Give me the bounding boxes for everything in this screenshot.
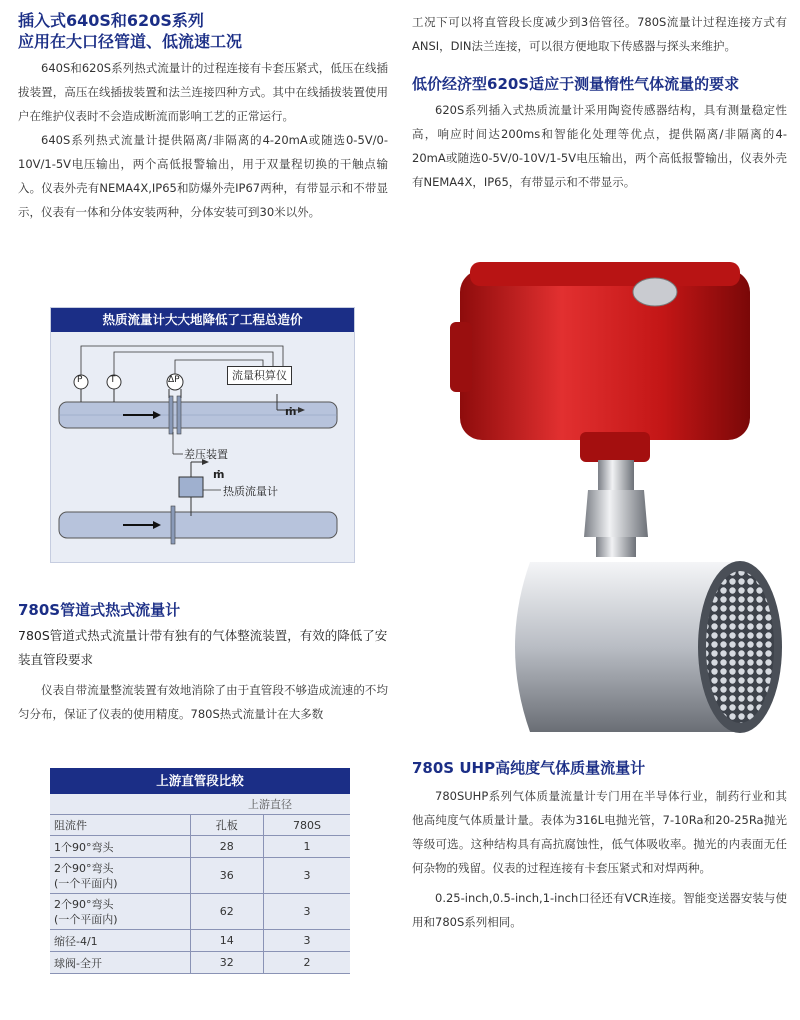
gauge-p-label: P <box>77 375 83 385</box>
cap-screw-icon <box>633 278 677 306</box>
diagram-title: 热质流量计大大地降低了工程总造价 <box>51 308 354 332</box>
comparison-table <box>50 794 350 974</box>
table-row <box>50 858 350 894</box>
cost-diagram <box>50 307 355 563</box>
section4 <box>412 758 787 934</box>
table-col-header: 孔板 <box>190 815 263 836</box>
table-title: 上游直管段比较 <box>50 768 350 794</box>
table-cell-item: 球阀-全开 <box>50 952 190 974</box>
table-row <box>50 894 350 930</box>
table-cell-orifice: 62 <box>190 894 263 930</box>
table-cell-orifice: 32 <box>190 952 263 974</box>
gauge-t-label: T <box>110 375 116 385</box>
table-cell-item: 缩径-4/1 <box>50 930 190 952</box>
section1-title-line2: 应用在大口径管道、低流速工况 <box>18 32 243 51</box>
upstream-table <box>50 768 350 974</box>
section4-title: 780S UHP高纯度气体质量流量计 <box>412 759 646 777</box>
section1-paragraph2: 640S系列热式流量计提供隔离/非隔离的4-20mA或随选0-5V/0-10V/1-5V电压输出，两个高低报警输出，用于双量程切换的干触点输入。仪表外壳有NEMA4X,IP65和防爆外壳IP67两种，有带显示和不带显示，仪表有一体和分体安装两种，分体安装可到30米以外。 <box>18 133 388 219</box>
thermal-meter-label: 热质流量计 <box>223 485 278 498</box>
flow-conditioner-mesh <box>706 571 774 723</box>
section4-paragraph2: 0.25-inch,0.5-inch,1-inch口径还有VCR连接。智能变送器安装与使用和780S系列相同。 <box>412 891 787 929</box>
housing-body <box>460 270 750 440</box>
section2 <box>18 600 388 726</box>
flow-computer-box: 流量积算仪 <box>227 366 292 385</box>
section2-title: 780S管道式热式流量计 <box>18 601 181 619</box>
fitting-upper <box>598 460 634 490</box>
section2-paragraph: 仪表自带流量整流装置有效地消除了由于直管段不够造成流速的不均匀分布，保证了仪表的使用精度。780S热式流量计在大多数 <box>18 683 388 721</box>
continued-paragraph: 工况下可以将直管段长度减少到3倍管径。780S流量计过程连接方式有ANSI，DIN法兰连接，可以很方便地取下传感器与探头来维护。 <box>412 15 787 53</box>
flowmeter-illustration <box>440 262 785 752</box>
table-group-header: 上游直径 <box>190 794 350 815</box>
mass-flow-output-2: ṁ <box>213 468 225 481</box>
right-column <box>412 10 787 194</box>
section2-lead: 780S管道式热式流量计带有独有的气体整流装置，有效的降低了安装直管段要求 <box>18 628 388 667</box>
thermal-meter-icon <box>179 477 203 497</box>
section3-paragraph: 620S系列插入式热质流量计采用陶瓷传感器结构，具有测量稳定性高，响应时间达200ms和智能化处理等优点，提供隔离/非隔离的4-20mA或随选0-5V/0-10V/1-5V电压输出，两个高低报警输出，仪表外壳有NEMA4X，IP65，有带显示和不带显示。 <box>412 103 787 189</box>
table-cell-780s: 1 <box>263 836 350 858</box>
table-col-header: 阻流件 <box>50 815 190 836</box>
lower-pipe <box>59 512 337 538</box>
table-group-row <box>50 794 350 815</box>
table-row <box>50 930 350 952</box>
table-cell-780s: 3 <box>263 858 350 894</box>
section1-paragraph1: 640S和620S系列热式流量计的过程连接有卡套压紧式，低压在线插拔装置，高压在线插拔装置和法兰连接四种方式。其中在线插拔装置使用户在维护仪表时不会造成断流而影响工艺的正常运行。 <box>18 61 388 123</box>
table-cell-orifice: 36 <box>190 858 263 894</box>
table-cell-item: 1个90°弯头 <box>50 836 190 858</box>
section3-title: 低价经济型620S适应于测量惰性气体流量的要求 <box>412 75 740 93</box>
left-column <box>18 10 388 224</box>
dp-device-label: 差压装置 <box>184 448 228 461</box>
table-row <box>50 836 350 858</box>
table-cell-orifice: 28 <box>190 836 263 858</box>
hex-nut <box>584 490 648 537</box>
mass-flow-output-1: ṁ <box>285 405 297 418</box>
table-cell-orifice: 14 <box>190 930 263 952</box>
table-cell-item: 2个90°弯头 (一个平面内) <box>50 858 190 894</box>
table-cell-780s: 3 <box>263 894 350 930</box>
section1-title-line1: 插入式640S和620S系列 <box>18 11 204 30</box>
table-header-row <box>50 815 350 836</box>
table-cell-item: 2个90°弯头 (一个平面内) <box>50 894 190 930</box>
product-image <box>440 262 785 752</box>
section4-paragraph1: 780SUHP系列气体质量流量计专门用在半导体行业，制药行业和其他高纯度气体质量计量。表体为316L电抛光管，7-10Ra和20-25Ra抛光等级可选。这种结构具有高抗腐蚀性，低气体吸收率。抛光的内表面无任何杂物的残留。仪表的过程连接有卡套压紧式和对焊两种。 <box>412 789 787 875</box>
table-cell-780s: 2 <box>263 952 350 974</box>
table-row <box>50 952 350 974</box>
table-cell-780s: 3 <box>263 930 350 952</box>
gauge-dp-label: ΔP <box>168 375 180 385</box>
table-col-header: 780S <box>263 815 350 836</box>
